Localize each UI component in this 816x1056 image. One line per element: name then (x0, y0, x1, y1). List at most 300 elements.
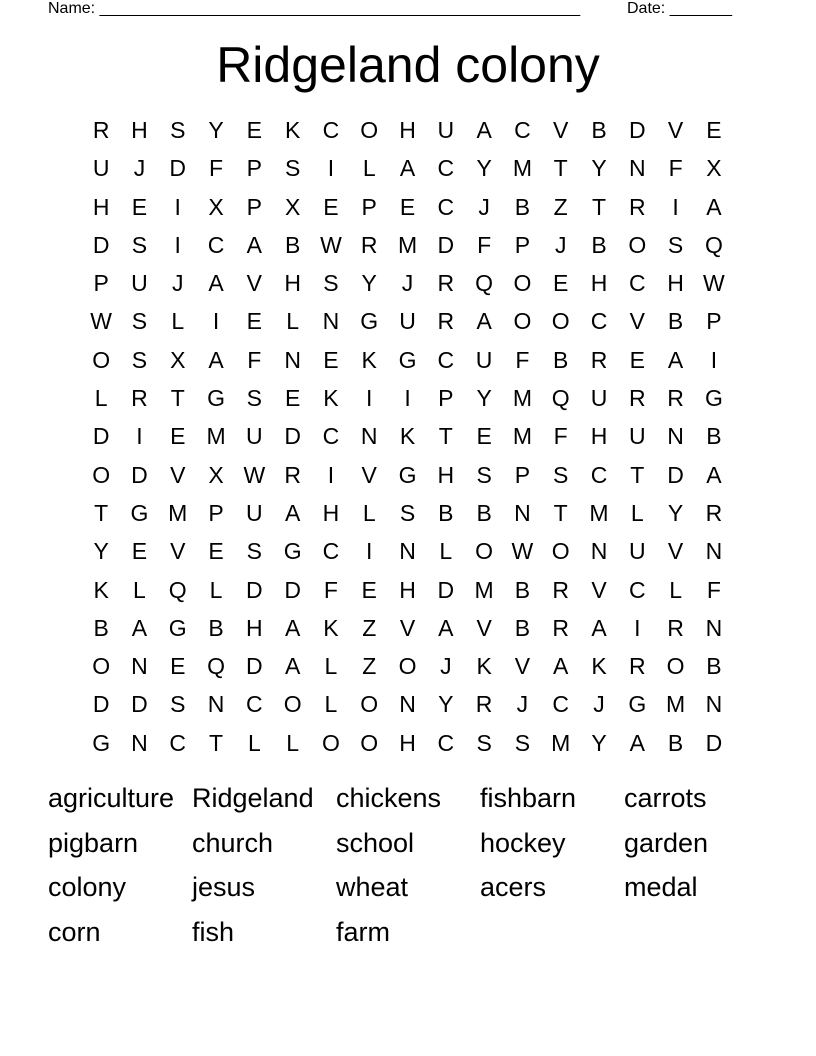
grid-letter: M (206, 423, 226, 450)
grid-letter: H (399, 729, 416, 756)
grid-letter: F (247, 346, 262, 373)
grid-letter: B (93, 614, 109, 641)
grid-row (82, 264, 733, 302)
grid-letter: S (170, 691, 186, 718)
grid-letter: O (513, 308, 532, 335)
grid-letter: G (283, 538, 302, 565)
grid-letter: J (440, 653, 452, 680)
grid-letter: Y (591, 729, 607, 756)
grid-letter: V (361, 461, 377, 488)
grid-letter: S (476, 461, 492, 488)
grid-row (82, 724, 733, 762)
grid-letter: G (398, 346, 417, 373)
grid-letter: P (706, 308, 722, 335)
grid-letter: A (208, 270, 224, 297)
grid-letter: S (399, 499, 416, 526)
grid-row (82, 149, 733, 187)
grid-letter: A (591, 614, 607, 641)
grid-letter: C (437, 193, 455, 220)
grid-letter: R (705, 499, 723, 526)
grid-letter: A (553, 653, 569, 680)
grid-letter: T (94, 499, 109, 526)
grid-letter: D (246, 653, 263, 680)
grid-letter: D (246, 576, 263, 603)
grid-letter: N (705, 614, 723, 641)
grid-letter: M (512, 423, 532, 450)
grid-letter: L (439, 538, 453, 565)
grid-row (82, 188, 733, 226)
word-list-item: acers (480, 872, 547, 902)
grid-letter: M (666, 691, 686, 718)
grid-letter: O (666, 653, 685, 680)
grid-letter: Z (553, 193, 568, 220)
grid-letter: A (629, 729, 645, 756)
word-list-item: church (192, 827, 274, 858)
grid-row (82, 302, 733, 340)
grid-letter: F (668, 155, 683, 182)
grid-letter: N (514, 499, 531, 526)
grid-letter: O (92, 653, 111, 680)
grid-letter: O (513, 270, 532, 297)
grid-letter: E (170, 653, 186, 680)
grid-letter: C (628, 270, 646, 297)
grid-letter: P (246, 155, 262, 182)
grid-letter: S (131, 308, 148, 335)
grid-letter: M (512, 155, 532, 182)
grid-letter: W (90, 308, 112, 335)
grid-letter: K (323, 385, 339, 412)
grid-letter: O (321, 729, 340, 756)
grid-letter: U (628, 538, 646, 565)
grid-letter: P (246, 193, 262, 220)
grid-letter: R (552, 576, 570, 603)
grid-letter: I (174, 193, 181, 220)
word-list-item: Ridgeland (192, 783, 314, 813)
grid-letter: X (284, 193, 301, 220)
grid-letter: V (667, 538, 684, 565)
grid-letter: K (284, 117, 301, 143)
grid-letter: V (476, 614, 492, 641)
grid-letter: H (399, 117, 416, 143)
grid-letter: S (246, 538, 262, 565)
grid-row (82, 609, 733, 647)
grid-row (82, 341, 733, 379)
grid-letter: F (515, 346, 530, 373)
grid-letter: N (705, 691, 723, 718)
grid-letter: D (92, 423, 110, 450)
grid-letter: O (551, 538, 570, 565)
grid-letter: N (705, 538, 723, 565)
grid-letter: V (170, 538, 186, 565)
grid-letter: L (324, 691, 338, 718)
grid-letter: D (131, 691, 148, 718)
grid-letter: I (710, 346, 718, 373)
grid-letter: S (131, 231, 148, 258)
grid-letter: C (437, 346, 455, 373)
grid-letter: I (404, 385, 411, 412)
grid-letter: K (476, 653, 492, 680)
grid-letter: T (170, 385, 185, 412)
grid-row (82, 379, 733, 417)
grid-letter: N (628, 155, 646, 182)
grid-letter: E (399, 193, 416, 220)
grid-letter: I (212, 308, 220, 335)
grid-letter: V (170, 461, 186, 488)
grid-letter: W (320, 231, 342, 258)
grid-letter: D (628, 117, 646, 143)
grid-letter: A (246, 231, 262, 258)
grid-letter: G (628, 691, 647, 718)
date-field-label: Date: _______ (627, 0, 732, 17)
grid-letter: P (514, 461, 531, 488)
grid-letter: V (399, 614, 416, 641)
grid-letter: U (475, 346, 493, 373)
grid-letter: R (360, 231, 378, 258)
grid-letter: L (669, 576, 682, 603)
grid-letter: O (360, 691, 379, 718)
grid-letter: U (246, 499, 263, 526)
grid-letter: R (590, 346, 608, 373)
grid-row (82, 417, 733, 455)
grid-letter: T (553, 499, 568, 526)
name-field-label: Name: ______________________________________________________ (48, 0, 581, 17)
grid-letter: C (207, 231, 225, 258)
grid-letter: U (246, 423, 263, 450)
grid-letter: N (667, 423, 684, 450)
grid-letter: S (323, 270, 339, 297)
grid-letter: M (551, 729, 571, 756)
grid-letter: P (361, 193, 377, 220)
grid-letter: L (171, 308, 185, 335)
grid-letter: O (92, 461, 111, 488)
grid-letter: O (360, 117, 379, 143)
grid-letter: D (284, 576, 301, 603)
grid-letter: Y (93, 538, 109, 565)
grid-letter: V (246, 270, 262, 297)
grid-letter: F (553, 423, 568, 450)
grid-letter: D (131, 461, 148, 488)
grid-row (82, 111, 733, 149)
word-list-item: jesus (192, 872, 256, 902)
grid-letter: K (591, 653, 607, 680)
grid-letter: E (131, 193, 148, 220)
grid-letter: R (628, 193, 646, 220)
grid-letter: N (590, 538, 608, 565)
grid-letter: B (706, 653, 722, 680)
grid-letter: N (207, 691, 225, 718)
grid-letter: Q (207, 653, 225, 680)
grid-letter: L (362, 499, 376, 526)
grid-letter: U (437, 117, 455, 143)
grid-letter: C (437, 729, 455, 756)
grid-letter: D (437, 576, 455, 603)
grid-letter: C (628, 576, 646, 603)
grid-letter: A (208, 346, 224, 373)
grid-letter: F (323, 576, 338, 603)
grid-letter: B (514, 576, 531, 603)
grid-letter: B (514, 614, 531, 641)
grid-letter: R (667, 385, 684, 412)
grid-letter: C (322, 117, 340, 143)
grid-letter: T (591, 193, 607, 220)
page-title: Ridgeland colony (216, 37, 600, 93)
grid-letter: M (397, 231, 418, 258)
grid-letter: M (168, 499, 188, 526)
grid-letter: R (437, 308, 455, 335)
grid-letter: Y (591, 155, 607, 182)
word-list-item: corn (48, 916, 101, 947)
grid-letter: I (366, 385, 373, 412)
grid-letter: N (322, 308, 340, 335)
grid-letter: W (703, 270, 725, 297)
grid-letter: O (360, 729, 379, 756)
grid-letter: R (667, 614, 684, 641)
grid-letter: B (514, 193, 531, 220)
grid-letter: D (437, 231, 455, 258)
grid-letter: N (360, 423, 378, 450)
grid-letter: O (398, 653, 417, 680)
grid-letter: S (667, 231, 684, 258)
grid-letter: O (628, 231, 647, 258)
grid-letter: X (208, 193, 224, 220)
grid-letter: O (475, 538, 494, 565)
grid-letter: A (399, 155, 416, 182)
grid-letter: A (284, 499, 301, 526)
grid-letter: C (552, 691, 570, 718)
grid-letter: T (438, 423, 453, 450)
grid-letter: L (247, 729, 261, 756)
grid-letter: R (131, 385, 148, 412)
word-list-item: chickens (336, 783, 442, 813)
grid-letter: G (398, 461, 417, 488)
grid-letter: A (284, 653, 301, 680)
grid-letter: J (554, 231, 567, 258)
grid-letter: L (209, 576, 223, 603)
grid-letter: H (131, 117, 148, 143)
grid-letter: H (284, 270, 301, 297)
grid-letter: X (706, 155, 722, 182)
grid-letter: P (93, 270, 109, 297)
grid-letter: C (590, 461, 608, 488)
grid-letter: Q (475, 270, 494, 297)
grid-letter: S (553, 461, 569, 488)
grid-letter: G (168, 614, 187, 641)
grid-letter: N (284, 346, 301, 373)
grid-letter: K (323, 614, 339, 641)
grid-letter: L (362, 155, 376, 182)
grid-letter: H (399, 576, 416, 603)
grid-letter: Y (476, 385, 492, 412)
grid-letter: D (92, 231, 110, 258)
word-list-item: wheat (336, 872, 409, 902)
grid-letter: R (284, 461, 301, 488)
grid-letter: B (553, 346, 569, 373)
grid-letter: O (283, 691, 302, 718)
grid-letter: O (92, 346, 111, 373)
grid-letter: G (207, 385, 225, 412)
grid-letter: I (672, 193, 679, 220)
grid-letter: E (553, 270, 569, 297)
grid-letter: G (92, 729, 111, 756)
grid-letter: E (361, 576, 377, 603)
grid-letter: G (704, 385, 723, 412)
grid-letter: E (246, 308, 262, 335)
grid-letter: I (327, 461, 335, 488)
grid-letter: A (706, 461, 722, 488)
grid-letter: I (327, 155, 335, 182)
grid-letter: R (628, 385, 646, 412)
grid-letter: W (243, 461, 266, 488)
grid-letter: C (322, 538, 340, 565)
grid-letter: P (438, 385, 454, 412)
grid-letter: M (512, 385, 532, 412)
grid-letter: W (511, 538, 534, 565)
grid-row (82, 226, 733, 264)
header-line (48, 0, 768, 18)
grid-letter: J (593, 691, 605, 718)
word-list-item: colony (48, 872, 127, 902)
word-list-item: medal (624, 872, 698, 902)
grid-letter: E (170, 423, 186, 450)
grid-letter: S (246, 385, 262, 412)
grid-letter: D (284, 423, 301, 450)
grid-letter: E (706, 117, 722, 143)
grid-letter: T (630, 461, 645, 488)
word-list-item: fishbarn (480, 783, 577, 813)
word-list-item: agriculture (48, 783, 175, 813)
grid-letter: J (171, 270, 184, 297)
grid-letter: A (476, 117, 492, 143)
grid-letter: U (590, 385, 608, 412)
grid-letter: J (478, 193, 490, 220)
grid-letter: E (323, 346, 339, 373)
grid-letter: B (438, 499, 454, 526)
grid-letter: L (286, 729, 300, 756)
grid-letter: H (437, 461, 455, 488)
grid-letter: U (92, 155, 110, 182)
grid-letter: D (169, 155, 187, 182)
grid-letter: V (667, 117, 684, 143)
grid-letter: V (514, 653, 531, 680)
grid-letter: D (667, 461, 684, 488)
word-list-item: pigbarn (48, 827, 139, 858)
word-list-item: carrots (624, 783, 707, 813)
grid-letter: Y (476, 155, 492, 182)
grid-letter: N (399, 691, 416, 718)
grid-letter: B (284, 231, 301, 258)
grid-letter: U (628, 423, 646, 450)
grid-letter: J (516, 691, 529, 718)
grid-letter: T (553, 155, 568, 182)
grid-letter: B (667, 729, 684, 756)
grid-letter: R (475, 691, 493, 718)
word-list-item: farm (336, 916, 390, 947)
grid-letter: B (591, 231, 607, 258)
grid-letter: L (630, 499, 644, 526)
grid-letter: I (634, 614, 641, 641)
grid-letter: S (476, 729, 492, 756)
grid-letter: E (629, 346, 645, 373)
word-list-item: school (336, 827, 415, 858)
grid-letter: B (208, 614, 224, 641)
grid-row (82, 494, 733, 532)
grid-letter: G (130, 499, 149, 526)
grid-letter: C (246, 691, 263, 718)
grid-letter: Z (362, 614, 377, 641)
grid-row (82, 571, 733, 609)
grid-letter: B (706, 423, 722, 450)
grid-letter: Y (438, 691, 454, 718)
grid-letter: K (399, 423, 416, 450)
grid-letter: F (706, 576, 721, 603)
grid-letter: S (284, 155, 301, 182)
grid-letter: D (705, 729, 723, 756)
grid-letter: N (399, 538, 416, 565)
grid-letter: R (92, 117, 110, 143)
grid-letter: Y (208, 117, 224, 143)
grid-letter: A (438, 614, 454, 641)
grid-letter: P (208, 499, 224, 526)
grid-letter: P (514, 231, 531, 258)
grid-letter: E (246, 117, 262, 143)
grid-letter: A (476, 308, 492, 335)
grid-letter: R (437, 270, 455, 297)
grid-letter: L (324, 653, 338, 680)
grid-letter: T (209, 729, 224, 756)
word-list (48, 778, 768, 956)
grid-letter: V (591, 576, 607, 603)
grid-letter: U (399, 308, 416, 335)
grid-letter: A (706, 193, 722, 220)
grid-letter: B (476, 499, 492, 526)
grid-letter: Q (551, 385, 570, 412)
grid-letter: I (366, 538, 373, 565)
grid-letter: O (551, 308, 570, 335)
grid-letter: M (589, 499, 609, 526)
grid-letter: V (629, 308, 645, 335)
grid-letter: H (590, 270, 608, 297)
grid-letter: G (360, 308, 379, 335)
grid-letter: I (136, 423, 143, 450)
grid-letter: U (131, 270, 148, 297)
grid-letter: C (169, 729, 187, 756)
word-list-item: hockey (480, 827, 566, 858)
grid-letter: I (174, 231, 181, 258)
grid-letter: J (133, 155, 146, 182)
grid-letter: E (208, 538, 224, 565)
grid-letter: R (628, 653, 646, 680)
grid-letter: X (170, 346, 186, 373)
grid-letter: M (474, 576, 494, 603)
grid-letter: R (552, 614, 570, 641)
grid-letter: N (131, 653, 148, 680)
grid-letter: L (133, 576, 146, 603)
grid-letter: H (667, 270, 684, 297)
grid-letter: E (323, 193, 339, 220)
grid-letter: A (667, 346, 684, 373)
grid-letter: A (131, 614, 148, 641)
grid-letter: Y (667, 499, 684, 526)
grid-letter: K (361, 346, 377, 373)
grid-letter: C (322, 423, 340, 450)
grid-letter: S (170, 117, 186, 143)
grid-row (82, 647, 733, 685)
grid-letter: N (131, 729, 148, 756)
grid-letter: B (591, 117, 607, 143)
grid-letter: E (476, 423, 492, 450)
grid-letter: V (553, 117, 569, 143)
grid-letter: Q (168, 576, 187, 603)
